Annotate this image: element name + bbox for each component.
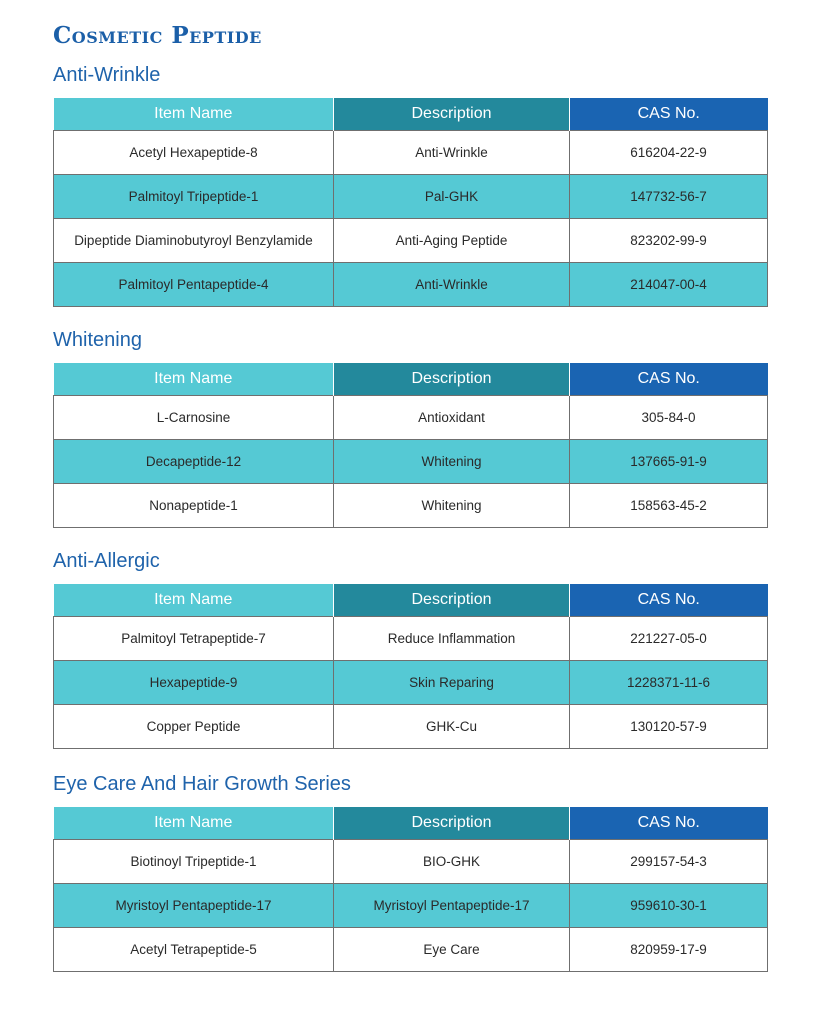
description-cell: GHK-Cu [334,705,570,749]
cas-cell: 823202-99-9 [570,219,768,263]
description-cell: Antioxidant [334,396,570,440]
item-name-cell: Decapeptide-12 [54,440,334,484]
table-row [54,928,768,972]
cas-cell: 820959-17-9 [570,928,768,972]
table-row [54,219,768,263]
cas-cell: 305-84-0 [570,396,768,440]
table-row [54,705,768,749]
column-header-description: Description [334,98,570,131]
item-name-cell: Biotinoyl Tripeptide-1 [54,840,334,884]
item-name-cell: L-Carnosine [54,396,334,440]
section-heading-anti-allergic: Anti-Allergic [53,550,160,572]
section-heading-eye-care-hair-growth: Eye Care And Hair Growth Series [53,773,351,795]
description-cell: Whitening [334,484,570,528]
column-header-item-name: Item Name [54,807,334,840]
table-eye-care-hair-growth [53,807,768,972]
cas-cell: 214047-00-4 [570,263,768,307]
item-name-cell: Nonapeptide-1 [54,484,334,528]
column-header-item-name: Item Name [54,98,334,131]
table-row [54,175,768,219]
table-row [54,440,768,484]
item-name-cell: Acetyl Tetrapeptide-5 [54,928,334,972]
item-name-cell: Dipeptide Diaminobutyroyl Benzylamide [54,219,334,263]
table-anti-wrinkle [53,98,768,307]
column-header-cas-no: CAS No. [570,363,768,396]
description-cell: Myristoyl Pentapeptide-17 [334,884,570,928]
cas-cell: 221227-05-0 [570,617,768,661]
item-name-cell: Acetyl Hexapeptide-8 [54,131,334,175]
cas-cell: 158563-45-2 [570,484,768,528]
column-header-description: Description [334,807,570,840]
item-name-cell: Palmitoyl Pentapeptide-4 [54,263,334,307]
column-header-cas-no: CAS No. [570,807,768,840]
description-cell: Eye Care [334,928,570,972]
section-heading-anti-wrinkle: Anti-Wrinkle [53,64,161,86]
column-header-description: Description [334,584,570,617]
column-header-item-name: Item Name [54,584,334,617]
cas-cell: 130120-57-9 [570,705,768,749]
column-header-item-name: Item Name [54,363,334,396]
table-row [54,840,768,884]
description-cell: Pal-GHK [334,175,570,219]
table-whitening [53,363,768,528]
cas-cell: 959610-30-1 [570,884,768,928]
table-row [54,263,768,307]
column-header-cas-no: CAS No. [570,584,768,617]
column-header-cas-no: CAS No. [570,98,768,131]
description-cell: Reduce Inflammation [334,617,570,661]
table-header-row [54,584,768,617]
item-name-cell: Copper Peptide [54,705,334,749]
description-cell: Anti-Aging Peptide [334,219,570,263]
section-heading-whitening: Whitening [53,329,142,351]
description-cell: Anti-Wrinkle [334,263,570,307]
cas-cell: 299157-54-3 [570,840,768,884]
description-cell: Anti-Wrinkle [334,131,570,175]
table-row [54,661,768,705]
table-header-row [54,98,768,131]
table-anti-allergic [53,584,768,749]
cas-cell: 616204-22-9 [570,131,768,175]
table-row [54,396,768,440]
item-name-cell: Hexapeptide-9 [54,661,334,705]
cas-cell: 137665-91-9 [570,440,768,484]
table-row [54,884,768,928]
column-header-description: Description [334,363,570,396]
table-header-row [54,807,768,840]
description-cell: Whitening [334,440,570,484]
table-header-row [54,363,768,396]
cas-cell: 1228371-11-6 [570,661,768,705]
description-cell: BIO-GHK [334,840,570,884]
cas-cell: 147732-56-7 [570,175,768,219]
description-cell: Skin Reparing [334,661,570,705]
item-name-cell: Myristoyl Pentapeptide-17 [54,884,334,928]
page-title: Cosmetic Peptide [53,22,262,49]
item-name-cell: Palmitoyl Tripeptide-1 [54,175,334,219]
table-row [54,131,768,175]
item-name-cell: Palmitoyl Tetrapeptide-7 [54,617,334,661]
table-row [54,484,768,528]
table-row [54,617,768,661]
